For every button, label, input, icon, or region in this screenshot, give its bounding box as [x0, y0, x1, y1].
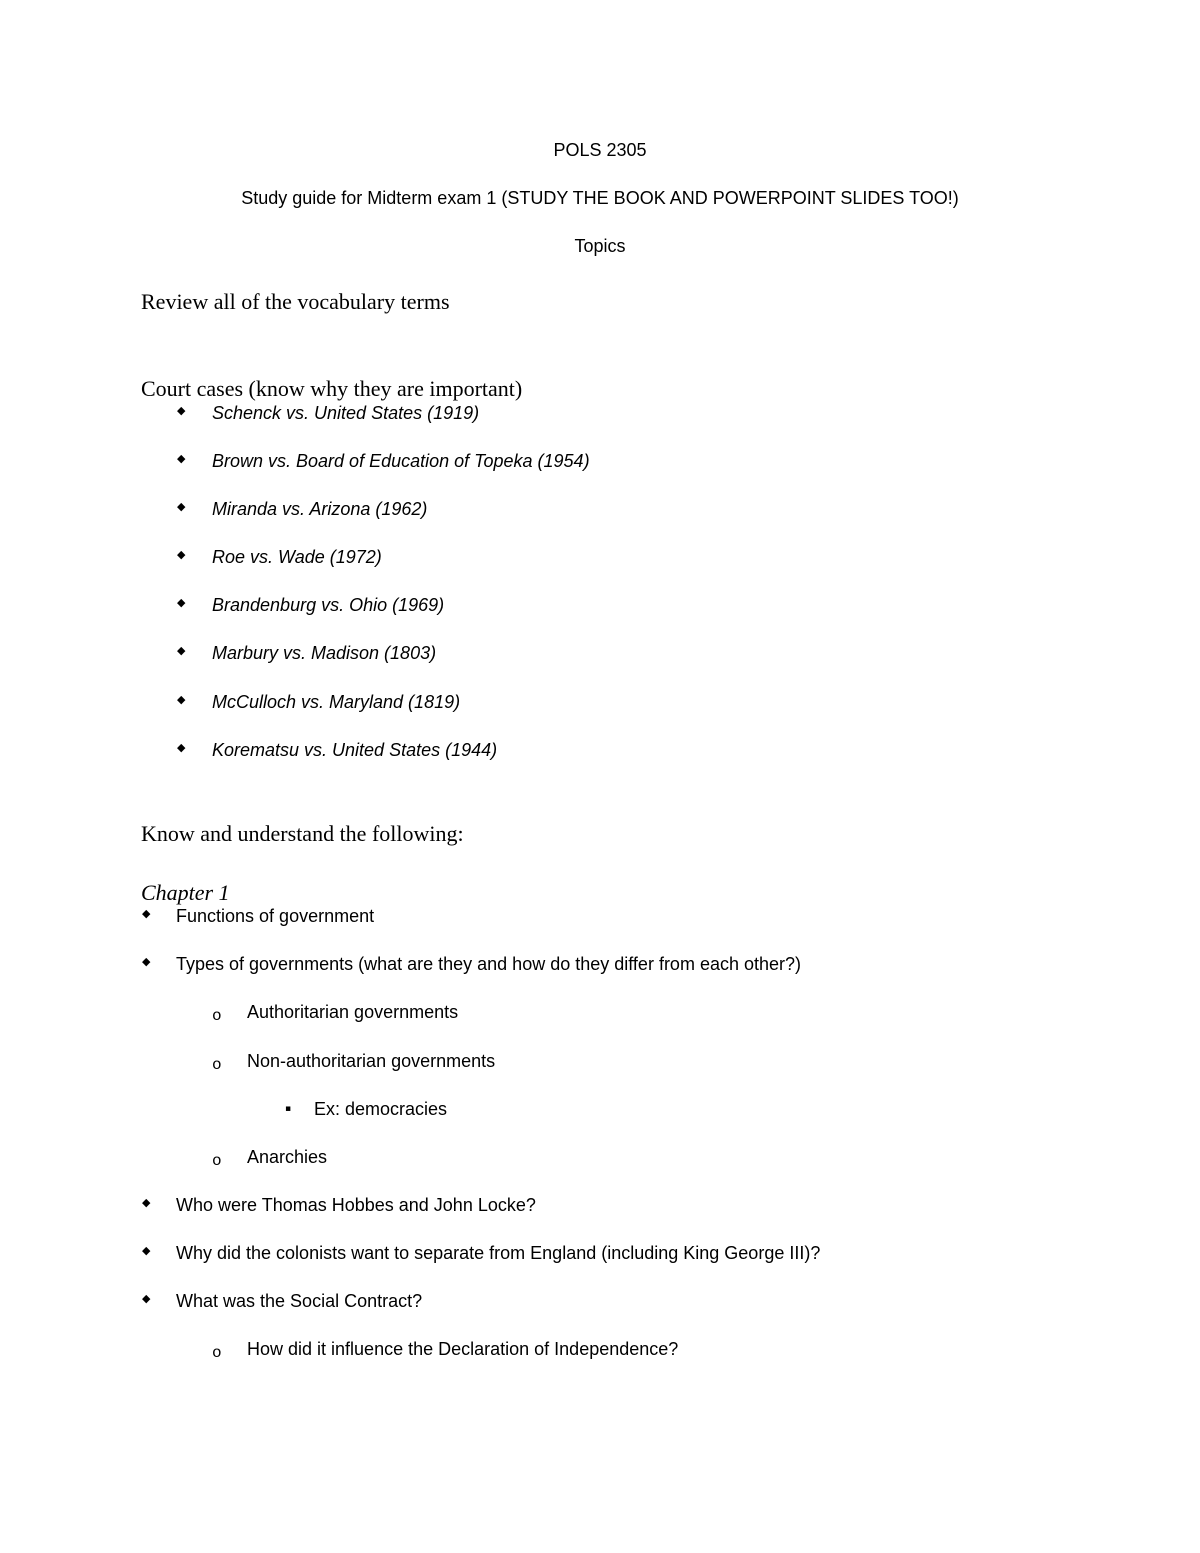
know-understand-heading: Know and understand the following: — [141, 821, 464, 846]
court-case-item: Brown vs. Board of Education of Topeka (1954) — [212, 451, 590, 471]
list-item: Why did the colonists want to separate from England (including King George III)? — [176, 1243, 821, 1263]
circle-bullet-icon: o — [212, 1344, 222, 1362]
court-case-item: Brandenburg vs. Ohio (1969) — [212, 595, 445, 615]
court-case-item: McCulloch vs. Maryland (1819) — [212, 692, 461, 712]
list-item: Types of governments (what are they and how do they differ from each other?) — [176, 954, 802, 974]
circle-bullet-icon: o — [212, 1056, 222, 1074]
bullet-icon: ◆ — [177, 500, 186, 513]
study-guide-subtitle: Study guide for Midterm exam 1 (STUDY THE BOOK AND POWERPOINT SLIDES TOO!) — [241, 188, 959, 208]
list-item: Functions of government — [176, 906, 375, 926]
court-case-item: Miranda vs. Arizona (1962) — [212, 499, 428, 519]
course-title: POLS 2305 — [553, 140, 647, 160]
court-case-item: Roe vs. Wade (1972) — [212, 547, 382, 567]
list-item: Non-authoritarian governments — [247, 1051, 496, 1071]
list-item: Authoritarian governments — [247, 1002, 459, 1022]
topics-label: Topics — [574, 236, 626, 256]
bullet-icon: ◆ — [142, 955, 151, 968]
court-case-item: Marbury vs. Madison (1803) — [212, 643, 437, 663]
bullet-icon: ◆ — [177, 404, 186, 417]
list-item: Anarchies — [247, 1147, 328, 1167]
vocab-heading: Review all of the vocabulary terms — [141, 289, 450, 314]
bullet-icon: ◆ — [177, 596, 186, 609]
bullet-icon: ◆ — [177, 452, 186, 465]
bullet-icon: ◆ — [177, 548, 186, 561]
list-item: How did it influence the Declaration of Independence? — [247, 1339, 679, 1359]
bullet-icon: ◆ — [142, 1292, 151, 1305]
list-item: Ex: democracies — [314, 1099, 448, 1119]
circle-bullet-icon: o — [212, 1007, 222, 1025]
bullet-icon: ◆ — [142, 1196, 151, 1209]
court-cases-heading: Court cases (know why they are important) — [141, 376, 523, 401]
bullet-icon: ◆ — [142, 1244, 151, 1257]
bullet-icon: ◆ — [142, 907, 151, 920]
bullet-icon: ◆ — [177, 644, 186, 657]
list-item: What was the Social Contract? — [176, 1291, 423, 1311]
chapter-heading: Chapter 1 — [141, 880, 230, 905]
bullet-icon: ◆ — [177, 741, 186, 754]
circle-bullet-icon: o — [212, 1152, 222, 1170]
square-bullet-icon: ▪ — [285, 1104, 292, 1114]
bullet-icon: ◆ — [177, 693, 186, 706]
court-case-item: Korematsu vs. United States (1944) — [212, 740, 498, 760]
list-item: Who were Thomas Hobbes and John Locke? — [176, 1195, 536, 1215]
court-case-item: Schenck vs. United States (1919) — [212, 403, 480, 423]
